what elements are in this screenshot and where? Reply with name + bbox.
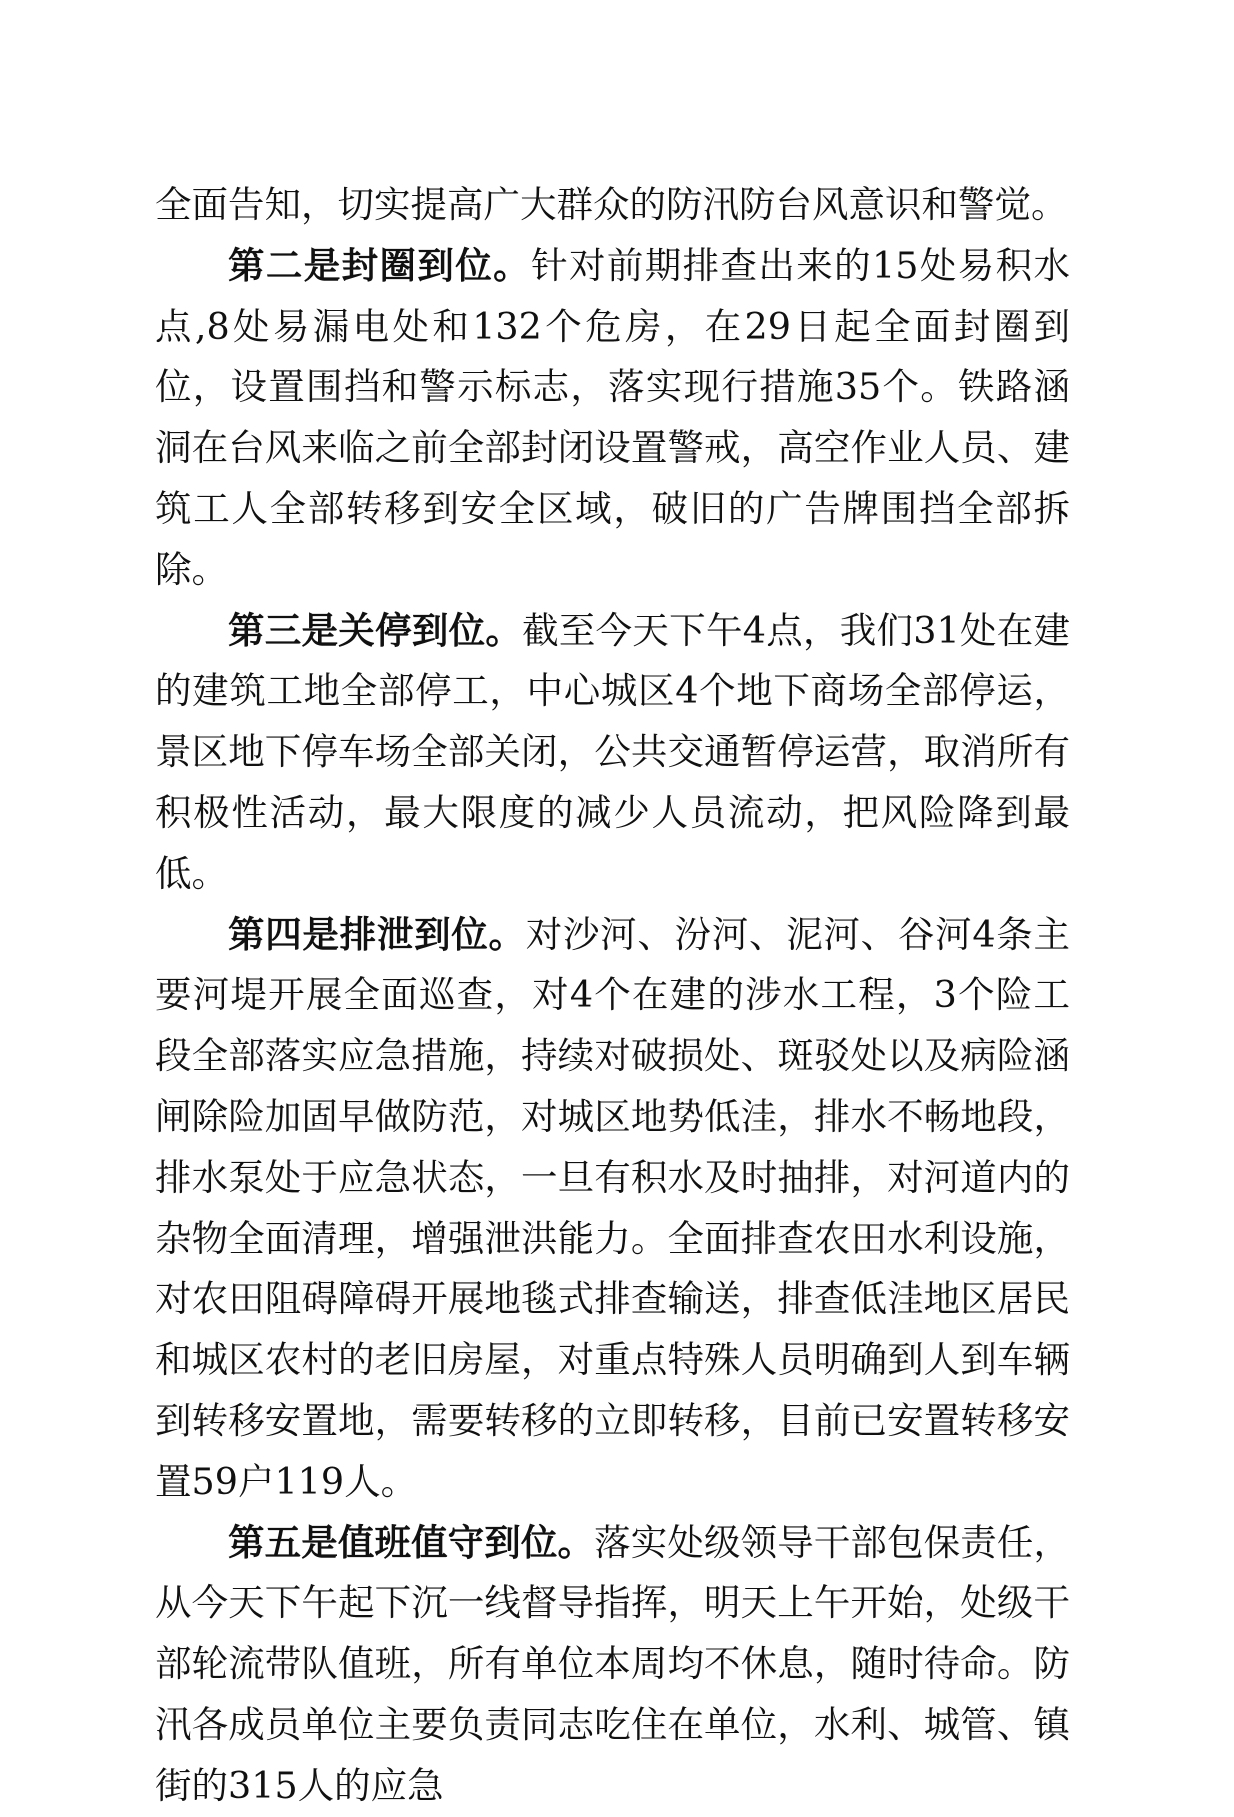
paragraph-heading: 第五是值班值守到位。: [228, 1520, 595, 1564]
paragraph-sealing: [155, 236, 1070, 601]
paragraph-text: 落实处级领导干部包保责任，从今天下午起下沉一线督导指挥，明天上午开始，处级干部轮流带队值班，所有单位本周均不休息，随时待命。防汛各成员单位主要负责同志吃住在单位，水利、城管、镇街的315人的应急: [155, 1520, 1071, 1807]
paragraph-continuation: [155, 175, 1070, 236]
paragraph-duty: [155, 1513, 1070, 1817]
paragraph-heading: 第四是排泄到位。: [228, 912, 526, 956]
paragraph-text: 截至今天下午4点，我们31处在建的建筑工地全部停工，中心城区4个地下商场全部停运，景区地下停车场全部关闭，公共交通暂停运营，取消所有积极性活动，最大限度的减少人员流动，把风险降到最低。: [155, 608, 1071, 895]
paragraph-heading: 第三是关停到位。: [228, 608, 523, 652]
paragraph-text: 对沙河、汾河、泥河、谷河4条主要河堤开展全面巡查，对4个在建的涉水工程，3个险工段全部落实应急措施，持续对破损处、斑驳处以及病险涵闸除险加固早做防范，对城区地势低洼，排水不畅地段，排水泵处于应急状态，一旦有积水及时抽排，对河道内的杂物全面清理，增强泄洪能力。全面排查农田水利设施，对农田阻碍障碍开展地毯式排查输送，排查低洼地区居民和城区农村的老旧房屋，对重点特殊人员明确到人到车辆到转移安置地，需要转移的立即转移，目前已安置转移安置59户119人。: [155, 912, 1070, 1503]
paragraph-text: 针对前期排查出来的15处易积水点,8处易漏电处和132个危房，在29日起全面封圈到位，设置围挡和警示标志，落实现行措施35个。铁路涵洞在台风来临之前全部封闭设置警戒，高空作业人员、建筑工人全部转移到安全区域，破旧的广告牌围挡全部拆除。: [155, 243, 1071, 591]
paragraph-drainage: [155, 905, 1070, 1513]
paragraph-heading: 第二是封圈到位。: [228, 243, 532, 287]
paragraph-text: 全面告知，切实提高广大群众的防汛防台风意识和警觉。: [155, 183, 1068, 226]
document-body: [155, 175, 1070, 1817]
paragraph-shutdown: [155, 601, 1070, 905]
